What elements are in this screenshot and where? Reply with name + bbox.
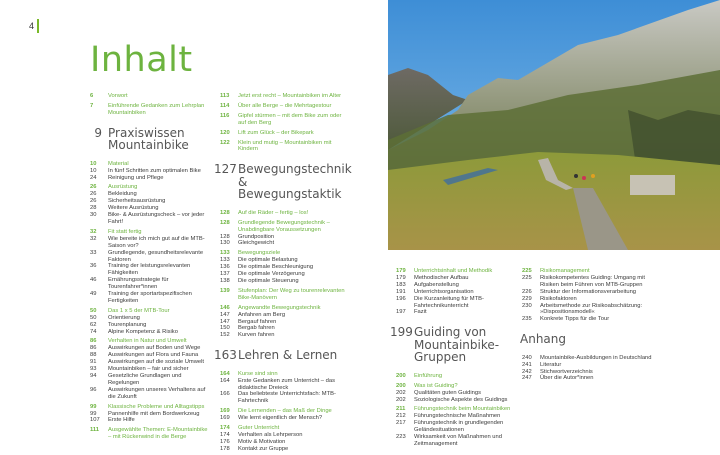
toc-entry-title: Grundposition: [238, 233, 275, 240]
toc-entry-title: Wirksamkeit von Maßnahmen und Zeitmanagement: [414, 434, 502, 447]
toc-entry-title: Pannenhilfe mit dem Bordwerkzeug: [108, 410, 200, 417]
toc-page-number: 169: [220, 415, 230, 422]
toc-entry: [220, 325, 348, 332]
toc-entry-title: Die optimale Steuerung: [238, 278, 299, 284]
toc-entry-title: Kurse sind sinn: [238, 370, 278, 377]
toc-entry-title: Führungstechnik in grundlegenden Geländesituationen: [414, 420, 504, 434]
toc-page-number: 147: [220, 311, 230, 318]
toc-entry-title: Über alle Berge – die Mehrtagestour: [238, 102, 332, 109]
toc-page-number: 191: [396, 288, 406, 295]
toc-page-number: 128: [220, 233, 230, 240]
toc-entry: [220, 130, 348, 137]
toc-page-number: 6: [90, 93, 94, 99]
toc-entry: [522, 375, 652, 382]
toc-entry-title: Unterrichtsorganisation: [414, 288, 474, 295]
toc-entry: [90, 366, 208, 373]
toc-entry-title: Literatur: [540, 361, 562, 368]
toc-entry: [90, 322, 208, 329]
toc-entry-title: Die optimale Verzögerung: [238, 271, 305, 278]
toc-page-number: 176: [220, 438, 230, 445]
toc-entry: [220, 220, 348, 234]
toc-entry: [396, 413, 520, 420]
toc-page-number: 226: [522, 288, 532, 295]
toc-entry-title: Reinigung und Pflege: [108, 174, 164, 181]
toc-page-number: 146: [220, 304, 230, 311]
toc-entry-title: Die Kurzanleitung für MTB-Fahrtechnikunterricht: [414, 295, 484, 309]
toc-entry: [90, 168, 208, 175]
toc-entry: [90, 345, 208, 352]
toc-entry-title: Bekleidung: [108, 191, 137, 198]
toc-page-number: 166: [220, 391, 230, 398]
toc-page-number: 202: [396, 389, 406, 396]
toc-entry-title: Lift zum Glück – der Bikepark: [238, 129, 314, 136]
toc-entry: [90, 212, 208, 226]
toc-entry-title: Die Lernenden – das Maß der Dinge: [238, 408, 332, 415]
toc-page-number: 46: [90, 277, 97, 284]
toc-entry-title: Klassische Probleme und Alltagstipps: [108, 403, 205, 410]
toc-page-number: 86: [90, 345, 97, 352]
toc-page-number: 62: [90, 321, 97, 328]
toc-entry-title: Verhalten als Lehrperson: [238, 432, 303, 438]
toc-page-number: 200: [396, 382, 406, 389]
toc-entry-title: Erste Hilfe: [108, 417, 135, 424]
toc-page-number: 33: [90, 249, 97, 256]
toc-entry-title: Kurven fahren: [238, 332, 275, 339]
toc-entry: [220, 408, 348, 415]
toc-entry-title: Methodischer Aufbau: [414, 274, 469, 281]
toc-entry: [220, 312, 348, 319]
toc-entry-title: Die optimale Beschleunigung: [238, 264, 314, 271]
toc-entry-title: Auf die Räder – fertig – los!: [238, 209, 309, 216]
toc-page-number: 200: [396, 372, 406, 379]
toc-entry: [396, 383, 520, 390]
page-number: 4: [29, 21, 35, 31]
toc-page-number: 107: [90, 417, 100, 424]
toc-entry: [90, 93, 208, 100]
toc-entry: [90, 205, 208, 212]
toc-page-number: 241: [522, 361, 532, 368]
toc-page-number: 247: [522, 375, 532, 382]
toc-entry-title: Verhalten in Natur und Umwelt: [108, 338, 187, 345]
toc-entry: [220, 425, 348, 432]
toc-page-number: 122: [220, 139, 230, 146]
toc-entry: [90, 404, 208, 411]
toc-entry: [396, 282, 520, 289]
toc-entry-title: Sicherheitsausrüstung: [108, 198, 166, 205]
toc-page-number: 138: [220, 278, 230, 284]
toc-entry: [396, 397, 520, 404]
toc-page-number: 183: [396, 281, 406, 288]
toc-entry: [220, 250, 348, 257]
toc-entry-title: Grundlegende, gesundheitsrelevante Faktoren: [108, 249, 204, 263]
toc-entry: [220, 378, 348, 392]
toc-entry-title: Weitere Ausrüstung: [108, 205, 159, 212]
toc-page-number: 240: [522, 354, 532, 361]
toc-page-number: 211: [396, 406, 406, 413]
toc-entry: [396, 275, 520, 282]
toc-entry: [522, 355, 652, 362]
toc-page-number: 24: [90, 174, 97, 181]
toc-column-4: [522, 268, 652, 382]
toc-page-number: 136: [220, 264, 230, 271]
toc-entry-title: Ausgewählte Themen: E-Mountainbike – mit Rückenwind in die Berge: [108, 427, 208, 441]
toc-entry-title: Konkrete Tipps für die Tour: [540, 316, 610, 323]
toc-entry: [90, 387, 208, 401]
toc-entry: [220, 257, 348, 264]
page-number-divider: [37, 19, 39, 33]
toc-entry: [90, 359, 208, 366]
toc-entry: [90, 427, 208, 441]
toc-page-number: 26: [90, 198, 97, 205]
toc-entry-title: Klein und mutig – Mountainbiken mit Kindern: [238, 139, 332, 153]
toc-entry-title: Material: [108, 160, 129, 167]
toc-entry-title: Über die Autor*innen: [540, 375, 594, 382]
toc-entry-title: Anfahren am Berg: [238, 311, 286, 318]
toc-page-number: 152: [220, 332, 230, 339]
toc-entry: [220, 446, 348, 453]
toc-entry: [90, 236, 208, 250]
toc-page-number: 179: [396, 274, 406, 281]
toc-entry: [396, 420, 520, 434]
page-title: Inhalt: [90, 40, 193, 80]
toc-page-number: 10: [90, 160, 97, 167]
toc-page-number: 196: [396, 295, 406, 302]
toc-page-number: 36: [90, 263, 97, 270]
toc-entry: [220, 93, 348, 100]
toc-entry: [220, 371, 348, 378]
toc-entry-title: Kontakt zur Gruppe: [238, 445, 289, 452]
toc-entry: [220, 305, 348, 312]
toc-column-3: [390, 268, 520, 448]
toc-page-number: 235: [522, 316, 532, 323]
toc-entry: [396, 373, 520, 380]
toc-entry: [220, 271, 348, 278]
toc-page-number: 150: [220, 325, 230, 332]
toc-entry-title: Führungstechnik beim Mountainbiken: [414, 406, 511, 413]
toc-page-number: 178: [220, 445, 230, 452]
toc-page-number: 99: [90, 410, 97, 417]
toc-entry-title: Bergauf fahren: [238, 318, 277, 325]
mountain-bike-photo: [388, 0, 720, 250]
toc-page-number: 169: [220, 408, 230, 415]
toc-entry: [220, 278, 348, 285]
toc-page-number: 116: [220, 112, 230, 119]
toc-page-number: 93: [90, 366, 97, 373]
toc-entry-title: Gleichgewicht: [238, 240, 275, 247]
toc-entry: [522, 362, 652, 369]
toc-page-number: 179: [396, 268, 406, 274]
toc-page-number: 128: [220, 219, 230, 226]
toc-entry: [220, 391, 348, 405]
toc-entry: [396, 390, 520, 397]
toc-entry-title: Angewandte Bewegungstechnik: [238, 304, 321, 311]
toc-entry-title: Die optimale Belastung: [238, 257, 298, 264]
toc-entry-title: Auswirkungen auf die soziale Umwelt: [108, 359, 205, 366]
toc-entry: [220, 264, 348, 271]
toc-entry: [90, 184, 208, 191]
toc-page-number: 164: [220, 370, 230, 377]
toc-page-number: 120: [220, 129, 230, 136]
toc-entry: [522, 296, 652, 303]
toc-page-number: 147: [220, 318, 230, 325]
toc-page-number: 99: [90, 403, 97, 410]
toc-page-number: 202: [396, 396, 406, 403]
toc-entry-title: Das 1 x 5 der MTB-Tour: [108, 307, 170, 314]
toc-page-number: 137: [220, 271, 230, 278]
toc-entry: [220, 432, 348, 439]
toc-page-number: 28: [90, 205, 97, 212]
toc-entry: [90, 417, 208, 424]
toc-page-number: 174: [220, 432, 230, 438]
toc-entry: [90, 352, 208, 359]
toc-entry-title: Das beliebteste Unterrichtsfach: MTB-Fahrtechnik: [238, 391, 336, 405]
toc-entry: [90, 315, 208, 322]
toc-page-number: 96: [90, 386, 97, 393]
toc-page-number: 164: [220, 377, 230, 384]
chapter-heading: Anhang: [520, 332, 566, 347]
toc-page-number: 133: [220, 250, 230, 257]
toc-page-number: 133: [220, 257, 230, 264]
toc-entry-title: Stichwortverzeichnis: [540, 368, 593, 375]
toc-entry: [220, 415, 348, 422]
toc-entry: [220, 240, 348, 247]
toc-entry-title: Einführende Gedanken zum Lehrplan Mountainbiken: [108, 102, 205, 116]
toc-entry: [220, 103, 348, 110]
toc-entry-title: Alpine Kompetenz & Risiko: [108, 328, 178, 335]
toc-entry: [90, 161, 208, 168]
toc-entry: [220, 332, 348, 339]
toc-page-number: 225: [522, 268, 532, 274]
toc-entry: [396, 434, 520, 448]
toc-entry-title: Einführung: [414, 372, 443, 379]
toc-entry-title: Unterrichtsinhalt und Methodik: [414, 268, 493, 274]
toc-page-number: 217: [396, 420, 406, 427]
toc-entry: [90, 277, 208, 291]
toc-entry: [90, 373, 208, 387]
toc-entry-title: Gipfel stürmen – mit dem Bike zum oder auf den Berg: [238, 112, 342, 126]
toc-entry-title: Fazit: [414, 309, 427, 316]
toc-entry-title: Auswirkungen auf Boden und Wege: [108, 345, 201, 352]
toc-entry-title: Struktur der Informationsverarbeitung: [540, 288, 637, 295]
toc-entry: [220, 113, 348, 127]
toc-entry-title: Bergab fahren: [238, 325, 275, 332]
toc-entry-title: Auswirkungen auf Flora und Fauna: [108, 352, 199, 359]
toc-page-number: 113: [220, 93, 230, 99]
toc-entry: [90, 191, 208, 198]
toc-page-number: 32: [90, 235, 97, 242]
toc-entry-title: Bike- & Ausrüstungscheck – vor jeder Fahrt!: [108, 212, 205, 225]
toc-entry: [90, 263, 208, 277]
toc-page-number: 225: [522, 274, 532, 281]
toc-entry-title: Grundlegende Bewegungstechnik – Unabdingbare Voraussetzungen: [238, 219, 330, 233]
toc-entry: [220, 140, 348, 154]
toc-entry: [220, 439, 348, 446]
chapter-heading: 127 Bewegungstechnik & Bewegungstaktik: [214, 162, 352, 202]
toc-entry-title: Wie lernt eigentlich der Mensch?: [238, 415, 323, 422]
toc-entry: [90, 291, 208, 305]
toc-page-number: 26: [90, 184, 97, 191]
toc-page-number: 128: [220, 209, 230, 216]
toc-entry: [396, 406, 520, 413]
toc-page-number: 242: [522, 368, 532, 375]
toc-entry: [522, 268, 652, 275]
toc-entry-title: Training der leistungsrelevanten Fähigkeiten: [108, 263, 191, 277]
toc-entry-title: Auswirkungen unseres Verhaltens auf die Zukunft: [108, 386, 206, 400]
toc-column-1: [90, 93, 208, 441]
toc-page-number: 30: [90, 212, 97, 219]
toc-page-number: 174: [220, 425, 230, 432]
toc-entry-title: Risikomanagement: [540, 268, 590, 274]
toc-entry-title: Orientierung: [108, 314, 140, 321]
toc-page-number: 230: [522, 302, 532, 309]
landscape-image: [388, 0, 720, 250]
toc-entry: [522, 289, 652, 296]
toc-entry-title: Ernährungsstrategie für Tourenfahrer*innen: [108, 277, 169, 291]
chapter-heading: 9 Praxiswissen Mountainbike: [94, 125, 189, 153]
toc-entry-title: Guter Unterricht: [238, 425, 280, 432]
toc-entry: [90, 308, 208, 315]
toc-entry-title: Wie bereite ich mich gut auf die MTB-Saison vor?: [108, 235, 205, 249]
toc-entry: [396, 309, 520, 316]
toc-entry: [90, 338, 208, 345]
toc-entry-title: Was ist Guiding?: [414, 382, 458, 389]
toc-page-number: 7: [90, 102, 94, 109]
toc-page-number: 229: [522, 295, 532, 302]
toc-entry-title: Fit statt fertig: [108, 228, 142, 235]
toc-entry-title: Tourenplanung: [108, 321, 147, 328]
toc-page-number: 74: [90, 328, 97, 335]
toc-page-number: 32: [90, 228, 97, 235]
toc-entry: [522, 275, 652, 289]
chapter-heading: 163 Lehren & Lernen: [214, 348, 338, 363]
toc-entry-title: Aufgabenstellung: [414, 281, 459, 288]
toc-page-number: 223: [396, 434, 406, 441]
toc-entry: [396, 296, 520, 310]
toc-entry: [90, 198, 208, 205]
toc-page-number: 114: [220, 102, 230, 109]
toc-column-2: [214, 93, 352, 453]
toc-entry-title: Mountainbike-Ausbildungen in Deutschland: [540, 354, 652, 361]
toc-entry: [522, 316, 652, 323]
toc-entry-title: Mountainbiken – fair und sicher: [108, 366, 189, 373]
toc-entry-title: Qualitäten guten Guidings: [414, 389, 482, 396]
toc-entry-title: Gesetzliche Grundlagen und Regelungen: [108, 373, 182, 386]
toc-entry: [522, 303, 652, 317]
toc-entry-title: Jetzt erst recht – Mountainbiken im Alter: [238, 93, 342, 99]
chapter-heading: 199 Guiding von Mountainbike-Gruppen: [390, 325, 500, 365]
toc-entry: [90, 411, 208, 418]
toc-entry: [396, 268, 520, 275]
toc-entry-title: Risikofaktoren: [540, 295, 577, 302]
toc-entry: [90, 329, 208, 336]
toc-page-number: 50: [90, 307, 97, 314]
toc-entry-title: Vorwort: [108, 93, 128, 99]
toc-entry-title: Motiv & Motivation: [238, 438, 286, 445]
toc-entry-title: Erste Gedanken zum Unterricht – das didaktische Dreieck: [238, 377, 335, 391]
toc-entry: [396, 289, 520, 296]
toc-entry-title: Training der sportartspezifischen Fertigkeiten: [108, 291, 192, 304]
toc-entry: [90, 175, 208, 182]
toc-page-number: 94: [90, 373, 97, 379]
toc-entry: [220, 319, 348, 326]
toc-page-number: 212: [396, 413, 406, 420]
toc-entry-title: Risikokompetentes Guiding: Umgang mit Risiken beim Führen von MTB-Gruppen: [540, 274, 646, 288]
toc-entry-title: Ausrüstung: [108, 184, 138, 191]
toc-entry-title: Stufenplan: Der Weg zu tourenrelevanten Bike-Manövern: [238, 287, 345, 301]
toc-page-number: 50: [90, 314, 97, 321]
toc-page-number: 91: [90, 359, 97, 366]
toc-page-number: 86: [90, 338, 97, 345]
toc-page-number: 88: [90, 352, 97, 359]
toc-page-number: 130: [220, 240, 230, 247]
toc-entry: [220, 234, 348, 241]
toc-entry: [220, 210, 348, 217]
toc-entry-title: In fünf Schritten zum optimalen Bike: [108, 167, 201, 174]
toc-page-number: 111: [90, 427, 100, 434]
toc-entry: [90, 229, 208, 236]
toc-page-number: 139: [220, 287, 230, 294]
toc-entry: [90, 250, 208, 264]
toc-page-number: 197: [396, 309, 406, 316]
toc-entry: [220, 288, 348, 302]
toc-entry-title: Arbeitsmethode zur Risikoabschätzung: »Dispositionsmodell«: [540, 302, 643, 316]
toc-page-number: 10: [90, 167, 97, 174]
toc-page-number: 26: [90, 191, 97, 198]
toc-entry: [90, 103, 208, 117]
toc-entry-title: Führungstechnische Maßnahmen: [414, 413, 501, 420]
toc-entry-title: Bewegungsziele: [238, 250, 281, 257]
toc-page-number: 49: [90, 291, 97, 298]
toc-entry-title: Soziologische Aspekte des Guidings: [414, 396, 508, 403]
